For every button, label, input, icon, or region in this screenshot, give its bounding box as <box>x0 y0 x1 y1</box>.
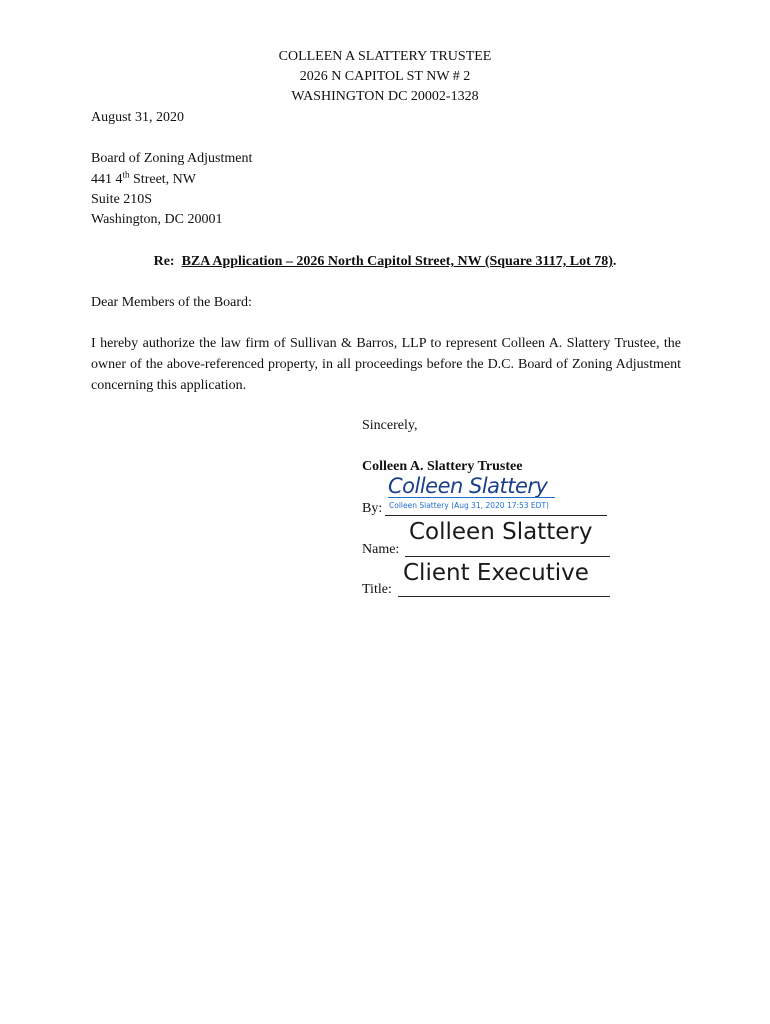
name-line <box>405 556 610 557</box>
street-ordinal: th <box>122 169 130 180</box>
street-name: Street, NW <box>129 172 196 187</box>
recipient-street <box>91 170 196 190</box>
recipient-suite: Suite 210S <box>91 192 153 207</box>
body-paragraph: I hereby authorize the law firm of Sullivan & Barros, LLP to represent Colleen A. Slattery Trustee, the owner of the above-referenced property, in all proceedings before the D.C. Board of Zoning Adjustment concerning this application. <box>91 336 681 393</box>
recipient-city: Washington, DC 20001 <box>91 212 223 227</box>
re-subject: BZA Application – 2026 North Capitol Street, NW (Square 3117, Lot 78) <box>181 254 613 269</box>
re-label: Re: <box>153 254 175 269</box>
re-period: . <box>612 254 617 269</box>
by-line <box>385 515 607 516</box>
salutation: Dear Members of the Board: <box>91 295 252 310</box>
title-label: Title: <box>362 582 392 597</box>
street-number: 441 4 <box>91 172 123 187</box>
signature-underline <box>388 497 555 498</box>
by-label: By: <box>362 501 383 516</box>
letter-date: August 31, 2020 <box>91 110 184 125</box>
letterhead-street: 2026 N CAPITOL ST NW # 2 <box>299 69 471 84</box>
handwritten-signature: Colleen Slattery <box>388 474 548 498</box>
title-line <box>398 596 610 597</box>
name-label: Name: <box>362 542 400 557</box>
signatory-name: Colleen A. Slattery Trustee <box>362 459 523 474</box>
closing: Sincerely, <box>362 418 418 433</box>
letterhead-city: WASHINGTON DC 20002-1328 <box>291 89 479 104</box>
signature-timestamp: Colleen Slattery (Aug 31, 2020 17:53 EDT) <box>389 501 549 510</box>
letterhead-name: COLLEEN A SLATTERY TRUSTEE <box>278 49 492 64</box>
name-value: Colleen Slattery <box>409 519 593 545</box>
re-line <box>0 252 770 272</box>
title-value: Client Executive <box>403 560 589 586</box>
recipient-name: Board of Zoning Adjustment <box>91 151 253 166</box>
